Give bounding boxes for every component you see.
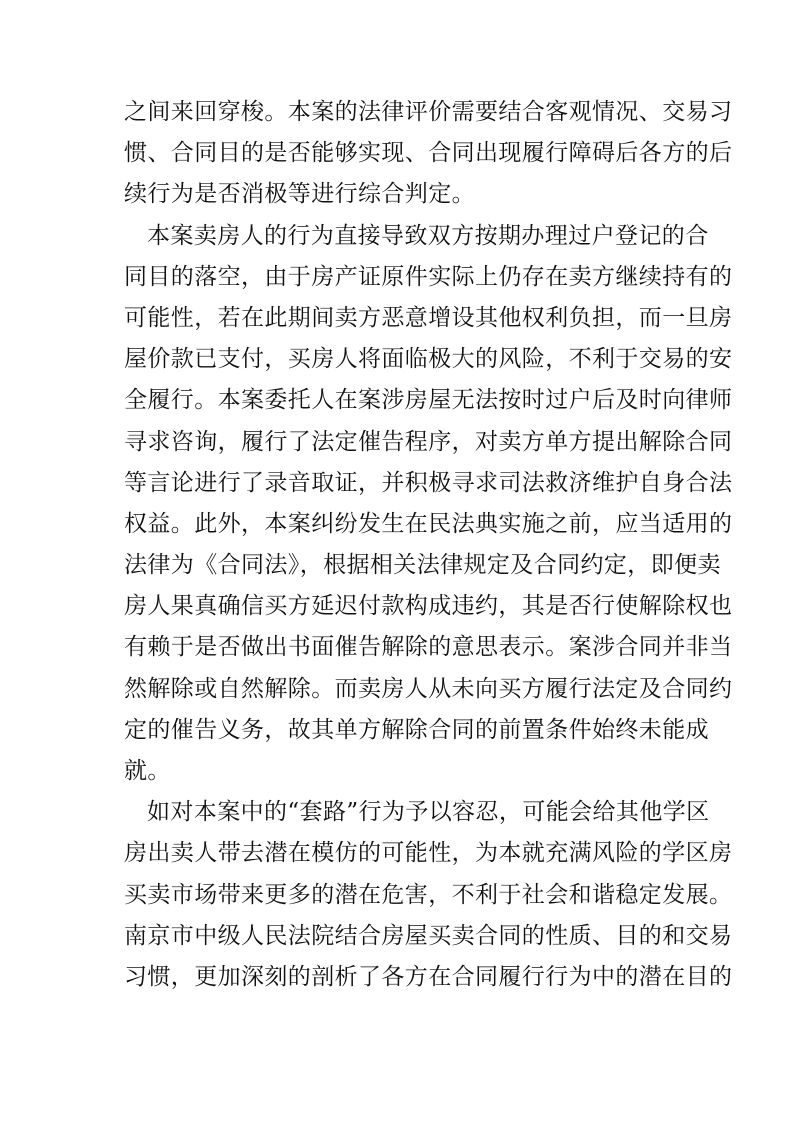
text-line: 南京市中级人民法院结合房屋买卖合同的性质、目的和交易 [124, 922, 733, 949]
text-line: 等言论进行了录音取证，并积极寻求司法救济维护自身合法 [124, 469, 733, 496]
text-line: 然解除或自然解除。而卖房人从未向买方履行法定及合同约 [124, 675, 733, 702]
text-line: 可能性，若在此期间卖方恶意增设其他权利负担，而一旦房 [124, 304, 733, 331]
text-line: 法律为《合同法》，根据相关法律规定及合同约定，即便卖 [124, 552, 721, 579]
paragraph-1 [124, 92, 733, 216]
text-line: 就。 [124, 758, 171, 784]
paragraph-3 [124, 792, 733, 998]
text-line: 全履行。本案委托人在案涉房屋无法按时过户后及时向律师 [124, 387, 733, 414]
text-line: 有赖于是否做出书面催告解除的意思表示。案涉合同并非当 [124, 634, 733, 661]
text-line: 屋价款已支付，买房人将面临极大的风险，不利于交易的安 [124, 346, 733, 373]
text-line: 习惯，更加深刻的剖析了各方在合同履行行为中的潜在目的 [124, 963, 733, 990]
text-line: 续行为是否消极等进行综合判定。 [124, 181, 475, 208]
text-line: 之间来回穿梭。本案的法律评价需要结合客观情况、交易习 [124, 99, 733, 125]
text-line: 买卖市场带来更多的潜在危害，不利于社会和谐稳定发展。 [124, 881, 733, 908]
text-line: 寻求咨询，履行了法定催告程序，对卖方单方提出解除合同 [124, 428, 733, 455]
text-line: 房出卖人带去潜在模仿的可能性，为本就充满风险的学区房 [124, 840, 733, 867]
text-line: 定的催告义务，故其单方解除合同的前置条件始终未能成 [124, 716, 709, 743]
text-line: 权益。此外，本案纠纷发生在民法典实施之前，应当适用的 [124, 510, 733, 537]
paragraph-2 [124, 216, 733, 793]
text-line: 本案卖房人的行为直接导致双方按期办理过户登记的合 [147, 222, 709, 249]
document-body [124, 92, 733, 998]
text-line: 如对本案中的“套路”行为予以容忍，可能会给其他学区 [147, 799, 710, 826]
text-line: 房人果真确信买方延迟付款构成违约，其是否行使解除权也 [124, 593, 733, 620]
text-line: 同目的落空，由于房产证原件实际上仍存在卖方继续持有的 [124, 263, 733, 290]
text-line: 惯、合同目的是否能够实现、合同出现履行障碍后各方的后 [124, 140, 733, 167]
